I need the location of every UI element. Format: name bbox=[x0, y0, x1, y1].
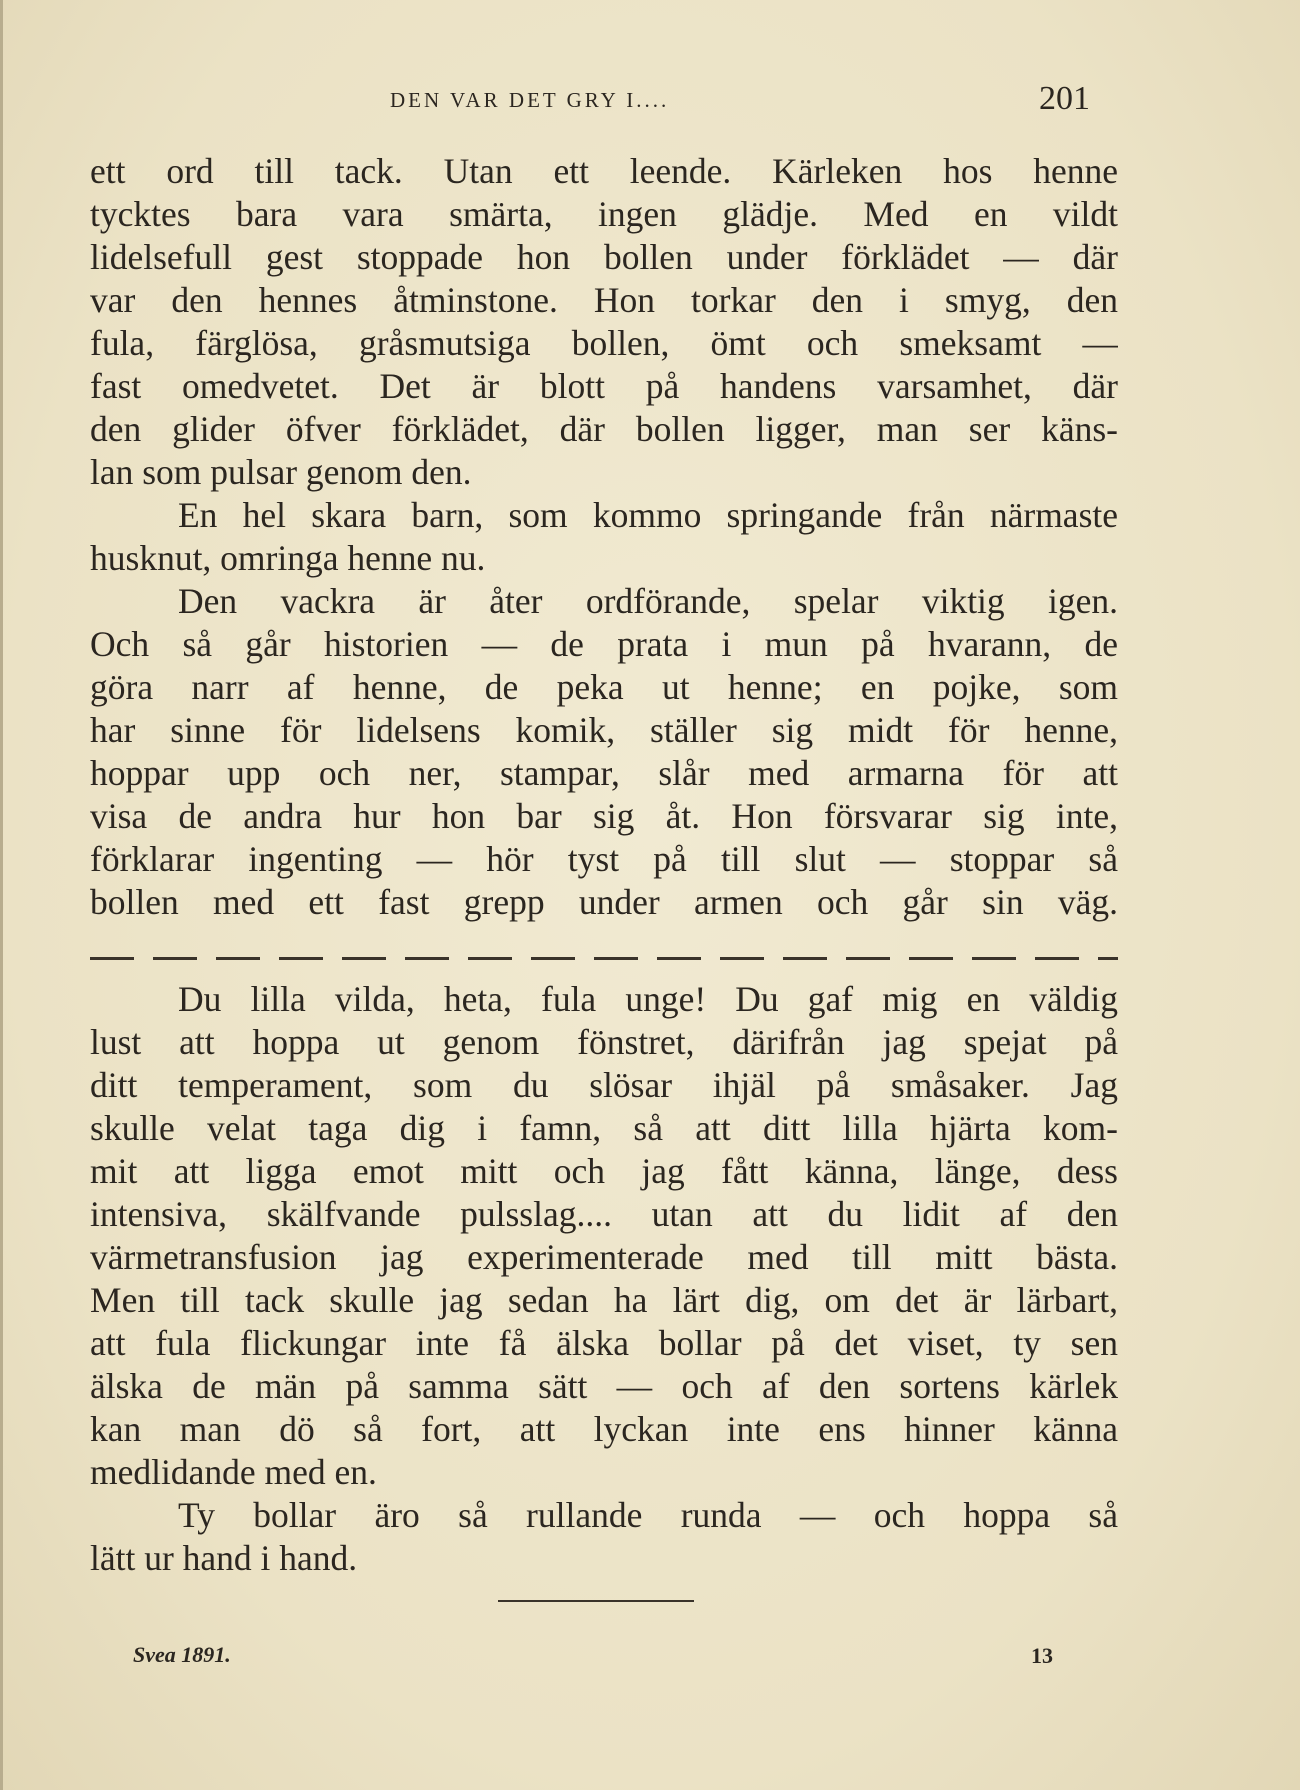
text-line: visa de andra hur hon bar sig åt. Hon försvarar sig inte, bbox=[90, 796, 1118, 836]
text-line: lätt ur hand i hand. bbox=[90, 1538, 358, 1578]
text-line: Den vackra är åter ordförande, spelar viktig igen. bbox=[178, 581, 1118, 621]
text-line: den glider öfver förklädet, där bollen ligger, man ser käns- bbox=[90, 409, 1118, 449]
text-line: fast omedvetet. Det är blott på handens varsamhet, där bbox=[90, 366, 1118, 406]
page-header bbox=[90, 78, 1090, 128]
text-line: bollen med ett fast grepp under armen och går sin väg. bbox=[90, 882, 1118, 922]
text-line: skulle velat taga dig i famn, så att ditt lilla hjärta kom- bbox=[90, 1108, 1118, 1148]
text-line: hoppar upp och ner, stampar, slår med armarna för att bbox=[90, 753, 1118, 793]
section-break-dashes bbox=[90, 957, 1118, 960]
text-line: En hel skara barn, som kommo springande från närmaste bbox=[178, 495, 1118, 535]
body-text bbox=[90, 150, 1118, 1580]
page-edge bbox=[0, 0, 3, 1790]
text-line: har sinne för lidelsens komik, ställer sig midt för henne, bbox=[90, 710, 1118, 750]
text-line: Men till tack skulle jag sedan ha lärt dig, om det är lärbart, bbox=[90, 1280, 1118, 1320]
footer-signature: 13 bbox=[1031, 1643, 1053, 1668]
text-line: Ty bollar äro så rullande runda — och hoppa så bbox=[178, 1495, 1118, 1535]
text-line: kan man dö så fort, att lyckan inte ens hinner känna bbox=[90, 1409, 1118, 1449]
text-line: Du lilla vilda, heta, fula unge! Du gaf mig en väldig bbox=[178, 979, 1118, 1019]
page-number: 201 bbox=[1039, 80, 1090, 117]
text-line: var den hennes åtminstone. Hon torkar den i smyg, den bbox=[90, 280, 1118, 320]
text-line: mit att ligga emot mitt och jag fått känna, länge, dess bbox=[90, 1151, 1118, 1191]
text-line: tycktes bara vara smärta, ingen glädje. Med en vildt bbox=[90, 194, 1118, 234]
text-line: göra narr af henne, de peka ut henne; en pojke, som bbox=[90, 667, 1118, 707]
text-line: intensiva, skälfvande pulsslag.... utan att du lidit af den bbox=[90, 1194, 1118, 1234]
text-line: Och så går historien — de prata i mun på hvarann, de bbox=[90, 624, 1118, 664]
text-line: älska de män på samma sätt — och af den sortens kärlek bbox=[90, 1366, 1118, 1406]
end-rule bbox=[498, 1600, 694, 1602]
text-line: medlidande med en. bbox=[90, 1452, 377, 1492]
text-line: husknut, omringa henne nu. bbox=[90, 538, 486, 578]
text-line: att fula flickungar inte få älska bollar på det viset, ty sen bbox=[90, 1323, 1118, 1363]
text-line: fula, färglösa, gråsmutsiga bollen, ömt och smeksamt — bbox=[90, 323, 1118, 363]
footer-source: Svea 1891. bbox=[133, 1642, 231, 1667]
text-line: lidelsefull gest stoppade hon bollen under förklädet — där bbox=[90, 237, 1118, 277]
text-line: ett ord till tack. Utan ett leende. Kärleken hos henne bbox=[90, 151, 1118, 191]
text-line: lust att hoppa ut genom fönstret, därifrån jag spejat på bbox=[90, 1022, 1118, 1062]
text-line: ditt temperament, som du slösar ihjäl på småsaker. Jag bbox=[90, 1065, 1118, 1105]
text-line: värmetransfusion jag experimenterade med till mitt bästa. bbox=[90, 1237, 1118, 1277]
text-line: förklarar ingenting — hör tyst på till slut — stoppar så bbox=[90, 839, 1118, 879]
text-line: lan som pulsar genom den. bbox=[90, 452, 472, 492]
running-head: DEN VAR DET GRY I.... bbox=[390, 88, 670, 112]
